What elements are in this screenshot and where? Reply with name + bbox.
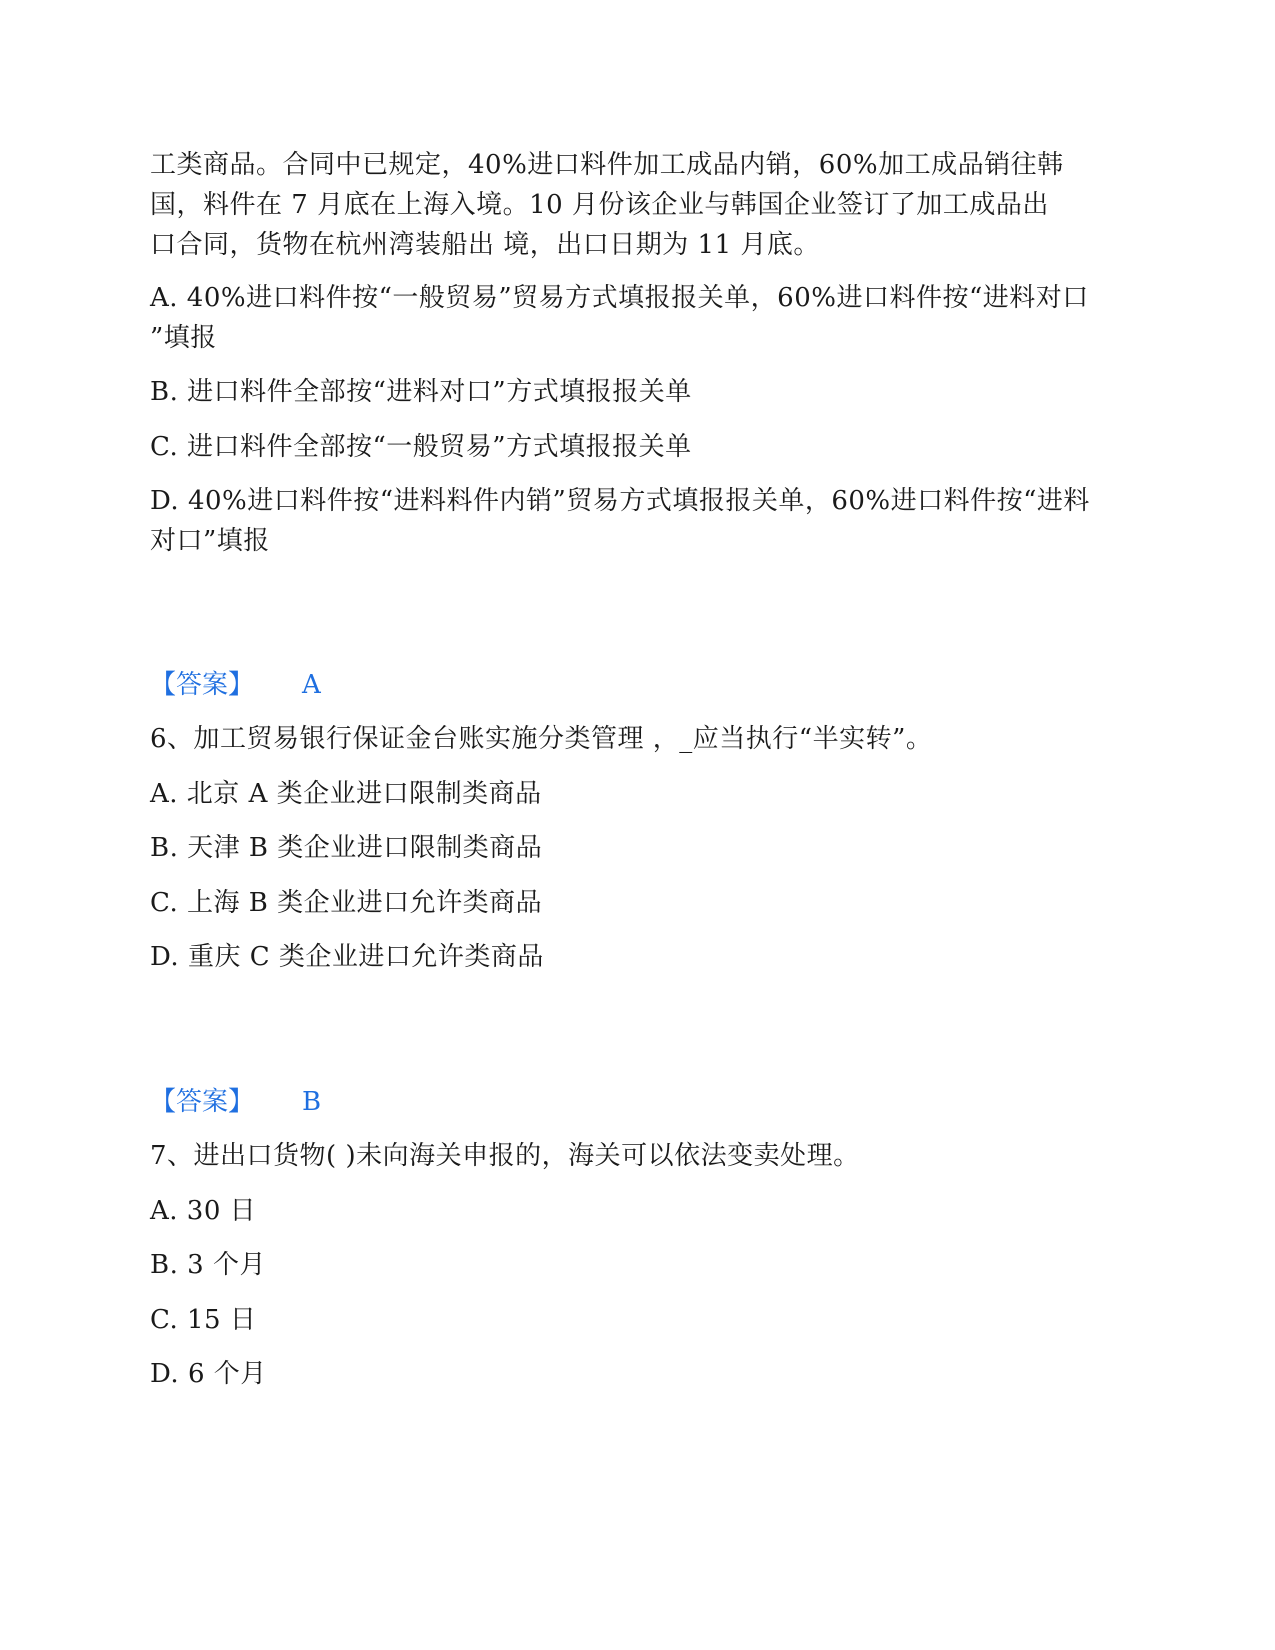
q5-option-a-line-2: ”填报 [150,323,217,353]
q5-option-b: B. 进口料件全部按“进料对口”方式填报报关单 [150,377,692,407]
q5-stem-line-3: 口合同，货物在杭州湾装船出 境，出口日期为 11 月底。 [150,230,820,260]
answer-value: A [302,670,321,700]
q5-option-d-line-1: D. 40%进口料件按“进料料件内销”贸易方式填报报关单，60%进口料件按“进料 [150,486,1090,516]
answer-label: 【答案】 [150,670,255,700]
q6-answer [150,1082,321,1122]
q7-option-c: C. 15 日 [150,1305,257,1335]
q5-stem-line-2: 国，料件在 7 月底在上海入境。10 月份该企业与韩国企业签订了加工成品出 [150,190,1049,220]
answer-value: B [302,1087,322,1117]
q5-option-a-line-1: A. 40%进口料件按“一般贸易”贸易方式填报报关单，60%进口料件按“进料对口 [150,283,1089,313]
q5-stem-line-1: 工类商品。合同中已规定，40%进口料件加工成品内销，60%加工成品销往韩 [150,150,1064,180]
q6-option-c: C. 上海 B 类企业进口允许类商品 [150,888,543,918]
q5-option-c: C. 进口料件全部按“一般贸易”方式填报报关单 [150,432,692,462]
answer-label: 【答案】 [150,1087,255,1117]
q6-option-a: A. 北京 A 类企业进口限制类商品 [150,779,542,809]
q6-option-b: B. 天津 B 类企业进口限制类商品 [150,833,543,863]
q7-option-d: D. 6 个月 [150,1359,267,1389]
q6-stem: 6、加工贸易银行保证金台账实施分类管理 ，_应当执行“半实转”。 [150,724,933,754]
q7-stem: 7、进出口货物( )未向海关申报的，海关可以依法变卖处理。 [150,1141,860,1171]
q5-answer [150,665,321,705]
q7-option-a: A. 30 日 [150,1196,257,1226]
q5-option-d-line-2: 对口”填报 [150,526,270,556]
q6-option-d: D. 重庆 C 类企业进口允许类商品 [150,942,544,972]
q7-option-b: B. 3 个月 [150,1250,266,1280]
